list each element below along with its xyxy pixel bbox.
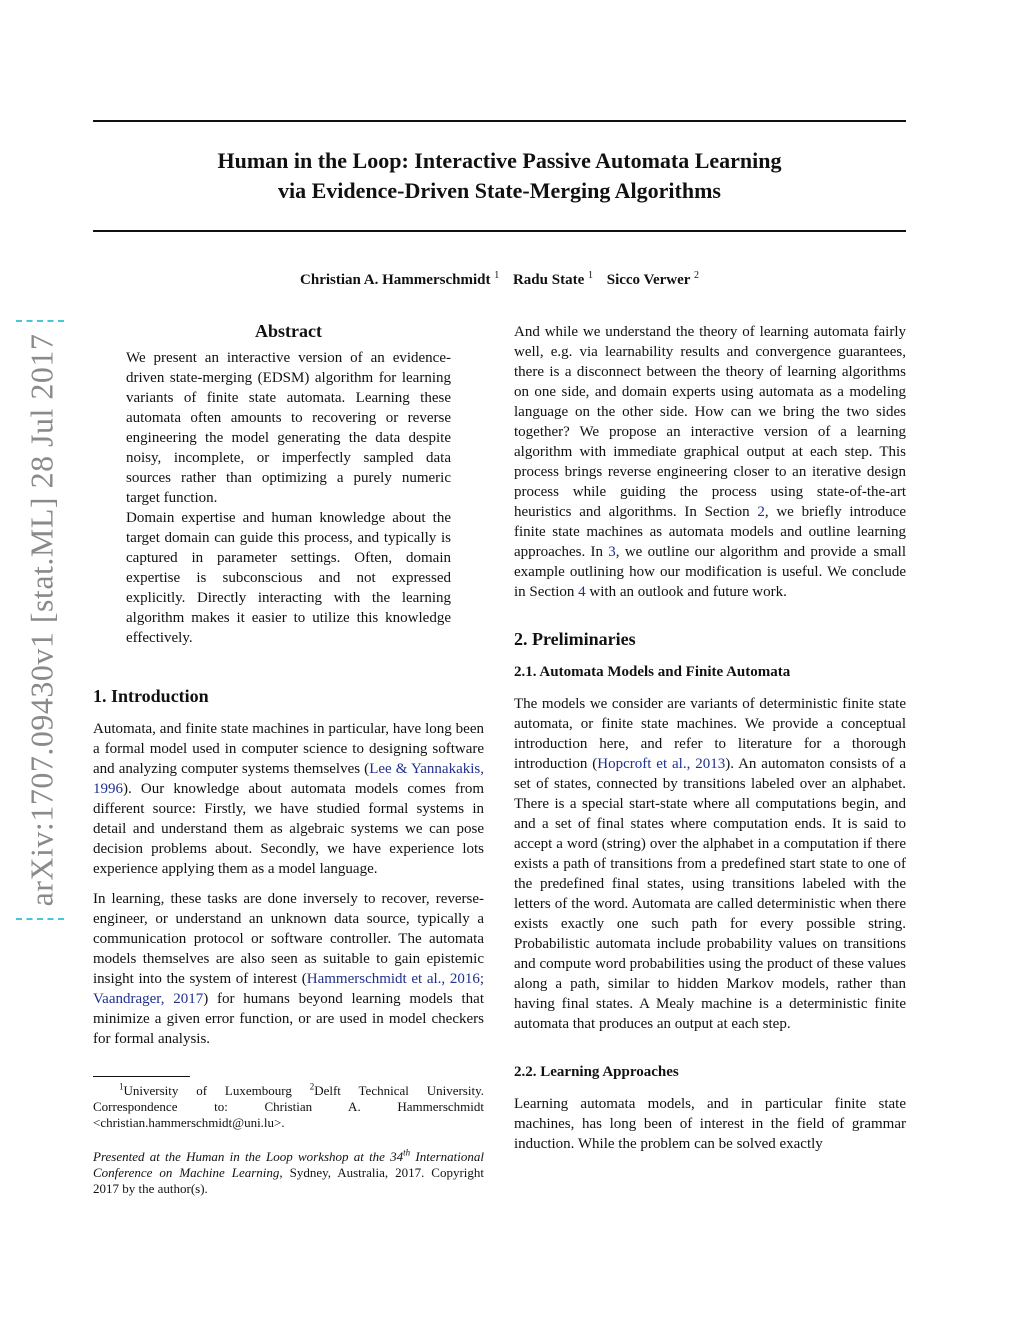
presented-ordinal — [390, 1149, 410, 1164]
abstract-heading: Abstract — [255, 321, 322, 341]
introduction-block — [93, 685, 484, 1059]
ordinal-suffix: th — [403, 1147, 411, 1158]
title-bottom-rule — [93, 230, 906, 232]
footnote-rule — [93, 1076, 190, 1077]
abstract-paragraph-1: We present an interactive version of an evidence-driven state-merging (EDSM) algorithm for learning variants of finite state automata. Learning these automata often amounts to recovering or reverse engineering the model generating the data despite noisy, incomplete, or imperfectly sampled data sources rather than optimizing a purely numeric target function. — [126, 350, 451, 506]
introduction-heading: 1. Introduction — [93, 686, 209, 706]
preliminaries-heading: 2. Preliminaries — [514, 629, 636, 649]
affil-2-text: Delft Technical University. Correspondence to: Christian A. Hammerschmidt <christian.hammerschmidt@uni.lu>. — [93, 1083, 484, 1130]
abstract-block — [126, 320, 451, 648]
citation-hammerschmidt-vaandrager[interactable]: Hammerschmidt et al., 2016; Vaandrager, 2017 — [93, 971, 485, 1007]
author-1-affil: 1 — [494, 270, 500, 281]
section-4-link[interactable]: 4 — [578, 584, 586, 600]
learning-approaches-paragraph: Learning automata models, and in particular finite state machines, has long been of interest in the field of grammar induction. While the problem can be solved exactly — [514, 1096, 906, 1152]
learning-approaches-heading: 2.2. Learning Approaches — [514, 1064, 679, 1080]
affil-sup-2: 2 — [309, 1081, 315, 1092]
automata-models-heading: 2.1. Automata Models and Finite Automata — [514, 664, 791, 680]
presented-text-c: , Sydney, Australia, 2017. Copyright 2017 by the author(s). — [93, 1165, 484, 1196]
right-p1-text-b: , we briefly introduce finite state machines as automata models and outline learning approaches. In — [514, 504, 906, 560]
intro-p1-text-b: ). Our knowledge about automata models comes from different source: Firstly, we have studied formal systems in detail and understand them as algebraic systems we can pose decision problems about. Secondly, we have experience lots experience applying them as a model language. — [93, 781, 484, 877]
author-3-affil: 2 — [693, 270, 699, 281]
ordinal-number: 34 — [390, 1149, 404, 1164]
automata-models-paragraph — [514, 694, 906, 1034]
top-rule — [93, 120, 906, 122]
author-1 — [300, 272, 499, 288]
affil-1-text: University of Luxembourg — [123, 1083, 292, 1098]
introduction-paragraph-2 — [93, 889, 484, 1049]
author-3-name: Sicco Verwer — [606, 272, 691, 288]
author-2-affil: 1 — [587, 270, 593, 281]
title-line-1: Human in the Loop: Interactive Passive Automata Learning — [217, 148, 782, 173]
title-line-2: via Evidence-Driven State-Merging Algorithms — [278, 178, 721, 203]
author-list — [93, 266, 906, 290]
right-p2-text-a: The models we consider are variants of deterministic finite state automata, or finite state machines. We provide a conceptual introduction here, and refer to literature for a thorough introduction ( — [514, 696, 906, 772]
right-column — [514, 322, 906, 1164]
presented-text-b: International Conference on Machine Learning — [93, 1149, 485, 1180]
affil-sup-1: 1 — [119, 1081, 124, 1092]
intro-p2-text-b: ) for humans beyond learning models that minimize a given error function, or are used in model checkers for formal analysis. — [93, 991, 484, 1047]
right-p2-text-b: ). An automaton consists of a set of states, connected by transitions labeled over an alphabet. There is a special start-state where all computations begin, and and a set of final states where computation ends. It is said to accept a word (string) over the alphabet in a computation if there exists a path of transitions from a predefined start state to one of the predefined final states, using transitions labeled with the letters of the word. Automata are called deterministic when there exists exactly one such path for every possible string. Probabilistic automata include probability values on transitions and compute word probabilities using the product of these values along a path, similar to hidden Markov models, rather than having final states. A Mealy machine is a deterministic finite automata that produces an output at each step. — [514, 756, 906, 1032]
introduction-paragraph-1 — [93, 719, 484, 879]
paper-title — [93, 146, 906, 206]
citation-lee-yannakakis[interactable]: Lee & Yannakakis, 1996 — [93, 761, 485, 797]
intro-p2-text-a: In learning, these tasks are done inversely to recover, reverse-engineer, or understand an unknown data source, typically a communication protocol or software controller. The automata models themselves are also seen as suitable to gain epistemic insight into the system of interest ( — [93, 891, 484, 987]
presented-note — [93, 1149, 484, 1197]
section-3-link[interactable]: 3 — [608, 544, 616, 560]
abstract-paragraph-2: Domain expertise and human knowledge about the target domain can guide this process, and typically is captured in parameter settings. Often, domain expertise is subconscious and not expressed explicitly. Directly interacting with the learning algorithm makes it easier to utilize this knowledge effectively. — [126, 510, 451, 646]
citation-hopcroft[interactable]: Hopcroft et al., 2013 — [597, 756, 726, 772]
author-1-name: Christian A. Hammerschmidt — [300, 272, 491, 288]
author-2-name: Radu State — [512, 272, 585, 288]
right-p1-text-d: with an outlook and future work. — [585, 584, 787, 600]
footnote-block — [93, 1076, 484, 1197]
author-2 — [513, 272, 593, 288]
right-p1-text-a: And while we understand the theory of learning automata fairly well, e.g. via learnability results and convergence guarantees, there is a disconnect between the theory of learning algorithms on one side, and domain experts using automata as a modeling language on the other side. How can we bring the two sides together? We propose an interactive version of a learning algorithm with immediate graphical output at each step. This process brings reverse engineering closer to an iterative design process while guiding the process using state-of-the-art heuristics and algorithms. In Section — [514, 324, 906, 520]
intro-continuation-paragraph — [514, 322, 906, 602]
presented-text-a: Presented at the Human in the Loop workshop at the — [93, 1149, 391, 1164]
section-2-link[interactable]: 2 — [757, 504, 765, 520]
right-p1-text-c: , we outline our algorithm and provide a small example outlining how our modification is useful. We conclude in Section — [514, 544, 906, 600]
affiliation-footnote — [93, 1083, 484, 1131]
intro-p1-text-a: Automata, and finite state machines in particular, have long been a formal model used in computer science to designing software and analyzing computer systems themselves ( — [93, 721, 484, 777]
author-3 — [607, 272, 699, 288]
arxiv-stamp: arXiv:1707.09430v1 [stat.ML] 28 Jul 2017 — [23, 333, 60, 907]
